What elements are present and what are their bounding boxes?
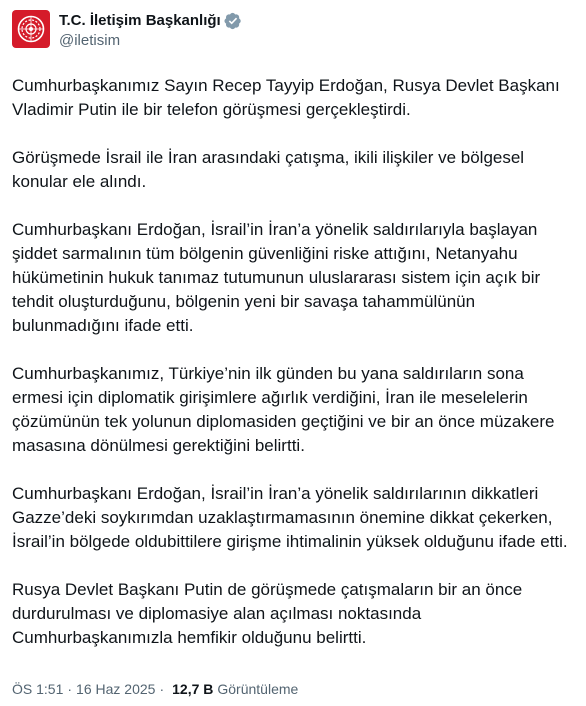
verified-badge-icon[interactable] [224,12,242,30]
tweet-paragraph: Cumhurbaşkanı Erdoğan, İsrail’in İran’a yönelik saldırılarıyla başlayan şiddet sarmalının tüm bölgenin güvenliğini riske attığını, Netanyahu hükümetinin hukuk tanımaz tutumunun uluslararası sistem için açık bir tehdit oluşturduğunu, bölgenin yeni bir savaşa tahammülünün bulunmadığını ifade etti. [12,220,541,335]
tweet-paragraph: Cumhurbaşkanımız, Türkiye’nin ilk günden bu yana saldırıların sona ermesi için diplomatik girişimlere ağırlık verdiğini, İran ile meselelerin çözümünün tek yolunun diplomasiden geçtiğini ve bir an önce müzakere masasına dönülmesi gerektiğini belirtti. [12,364,555,455]
tweet-text [12,74,574,650]
tweet-meta [12,680,298,698]
tweet-paragraph: Cumhurbaşkanımız Sayın Recep Tayyip Erdoğan, Rusya Devlet Başkanı Vladimir Putin ile bir telefon görüşmesi gerçekleştirdi. [12,76,560,119]
display-name[interactable]: T.C. İletişim Başkanlığı [59,12,221,29]
account-names [59,10,242,51]
handle[interactable]: @iletisim [59,32,121,49]
views-count: 12,7 B [172,681,214,697]
iletisim-logo-icon [16,14,46,44]
tweet-date[interactable]: 16 Haz 2025 [76,681,156,697]
tweet-paragraph: Görüşmede İsrail ile İran arasındaki çatışma, ikili ilişkiler ve bölgesel konular ele alındı. [12,148,525,191]
meta-separator: · [67,681,73,697]
views-label: Görüntüleme [217,681,299,697]
tweet-paragraph: Cumhurbaşkanı Erdoğan, İsrail’in İran’a yönelik saldırılarının dikkatleri Gazze’deki soykırımdan uzaklaştırmamasının önemine dikkat çekerken, İsrail’in bölgede oldubittilere girişme ihtimalinin yüksek olduğunu ifade etti. [12,484,568,551]
tweet-time[interactable]: ÖS 1:51 [12,681,64,697]
meta-separator: · [159,681,165,697]
avatar[interactable] [12,10,50,48]
tweet-header [12,10,574,58]
display-name-row [59,11,242,30]
tweet-paragraph: Rusya Devlet Başkanı Putin de görüşmede çatışmaların bir an önce durdurulması ve diplomasiye alan açılması noktasında Cumhurbaşkanımızla hemfikir olduğunu belirtti. [12,580,523,647]
